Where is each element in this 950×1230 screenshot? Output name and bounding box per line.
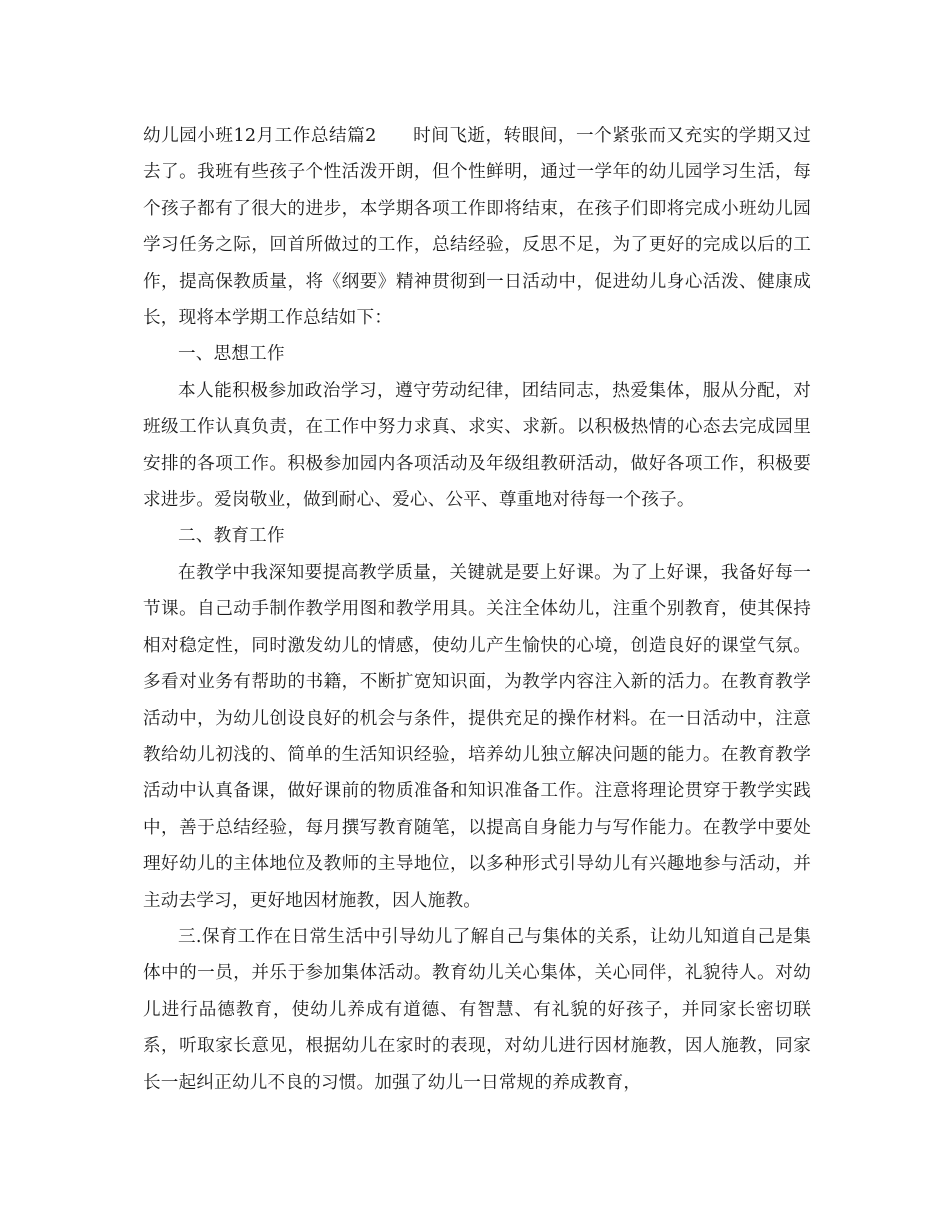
education-work-paragraph: 在教学中我深知要提高教学质量，关键就是要上好课。为了上好课，我备好每一节课。自己动手制作教学用图和教学用具。关注全体幼儿，注重个别教育，使其保持相对稳定性，同时激发幼儿的情感，使幼儿产生愉快的心境，创造良好的课堂气氛。多看对业务有帮助的书籍，不断扩宽知识面，为教学内容注入新的活力。在教育教学活动中，为幼儿创设良好的机会与条件，提供充足的操作材料。在一日活动中，注意教给幼儿初浅的、简单的生活知识经验，培养幼儿独立解决问题的能力。在教育教学活动中认真备课，做好课前的物质准备和知识准备工作。注意将理论贯穿于教学实践中，善于总结经验，每月撰写教育随笔，以提高自身能力与写作能力。在教学中要处理好幼儿的主体地位及教师的主导地位，以多种形式引导幼儿有兴趣地参与活动，并主动去学习，更好地因材施教，因人施教。 xyxy=(143,562,811,911)
care-work-paragraph: 三.保育工作在日常生活中引导幼儿了解自己与集体的关系，让幼儿知道自己是集体中的一员，并乐于参加集体活动。教育幼儿关心集体，关心同伴，礼貌待人。对幼儿进行品德教育，使幼儿养成有道德、有智慧、有礼貌的好孩子，并同家长密切联系，听取家长意见，根据幼儿在家时的表现，对幼儿进行因材施教，因人施教，同家长一起纠正幼儿不良的习惯。加强了幼儿一日常规的养成教育， xyxy=(143,926,811,1093)
thought-work-paragraph: 本人能积极参加政治学习，遵守劳动纪律，团结同志，热爱集体，服从分配，对班级工作认真负责，在工作中努力求真、求实、求新。以积极热情的心态去完成园里安排的各项工作。积极参加园内各项活动及年级组教研活动，做好各项工作，积极要求进步。爱岗敬业，做到耐心、爱心、公平、尊重地对待每一个孩子。 xyxy=(143,380,811,511)
intro-text: 时间飞逝，转眼间，一个紧张而又充实的学期又过去了。我班有些孩子个性活泼开朗，但个性鲜明，通过一学年的幼儿园学习生活，每个孩子都有了很大的进步，本学期各项工作即将结束，在孩子们即将完成小班幼儿园学习任务之际，回首所做过的工作，总结经验，反思不足，为了更好的完成以后的工作，提高保教质量，将《纲要》精神贯彻到一日活动中，促进幼儿身心活泼、健康成长，现将本学期工作总结如下： xyxy=(143,126,811,329)
section-heading-education-work: 二、教育工作 xyxy=(178,526,285,547)
section-heading-thought-work: 一、思想工作 xyxy=(178,344,285,365)
document-body xyxy=(143,118,811,1101)
document-title: 幼儿园小班12月工作总结篇2 xyxy=(143,126,377,146)
intro-paragraph xyxy=(143,118,811,336)
